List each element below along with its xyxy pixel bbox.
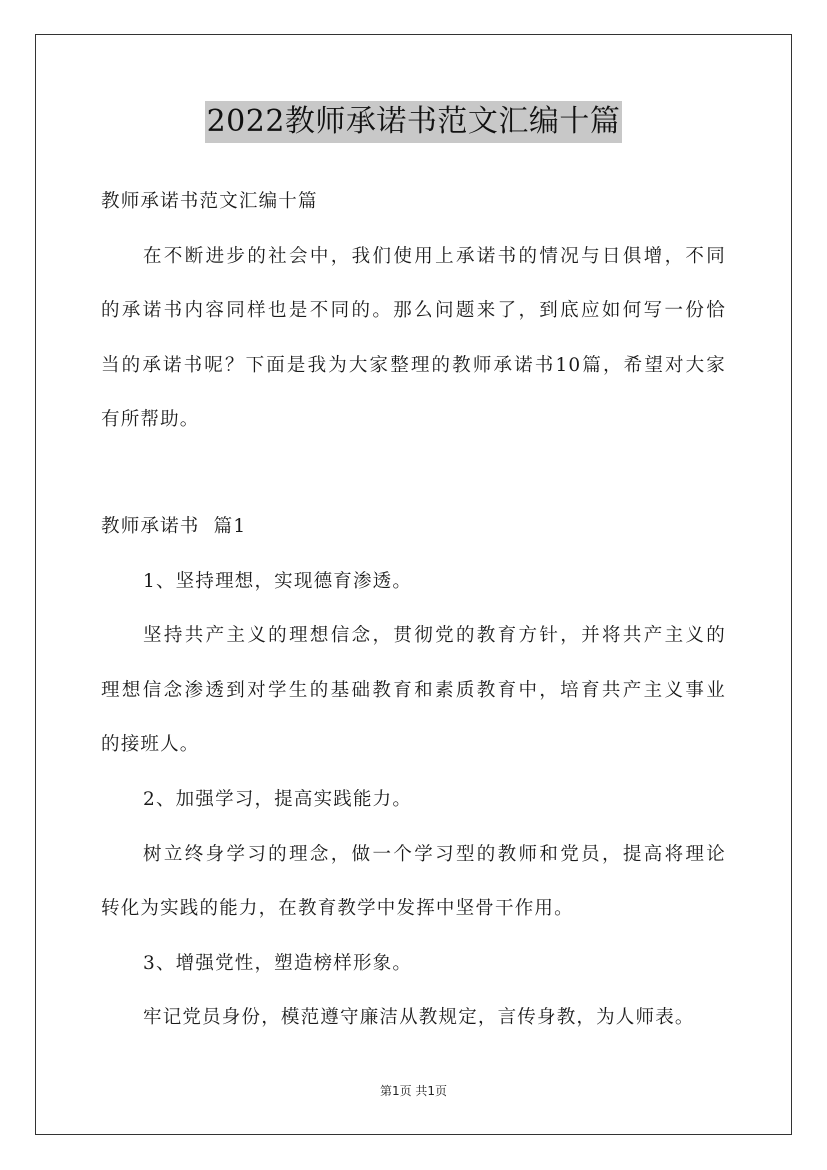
paragraph-line: 坚持共产主义的理想信念，贯彻党的教育方针，并将共产主义的: [143, 625, 726, 647]
paragraph-line: 当的承诺书呢？下面是我为大家整理的教师承诺书10篇，希望对大家: [101, 354, 726, 376]
title-container: [0, 101, 827, 143]
page-footer: 第1页 共1页: [379, 1084, 448, 1098]
paragraph-line: 的承诺书内容同样也是不同的。那么问题来了，到底应如何写一份恰: [101, 300, 726, 322]
blank-line: [101, 448, 726, 500]
list-item-heading: 3、增强党性，塑造榜样形象。: [143, 952, 413, 974]
intro-heading: 教师承诺书范文汇编十篇: [101, 191, 318, 212]
paragraph-line: 树立终身学习的理念，做一个学习型的教师和党员，提高将理论: [143, 843, 726, 865]
paragraph-line: 有所帮助。: [101, 409, 200, 431]
paragraph-line: 理想信念渗透到对学生的基础教育和素质教育中，培育共产主义事业: [101, 679, 726, 701]
document-body: [101, 175, 726, 1046]
paragraph-line: 转化为实践的能力，在教育教学中发挥中坚骨干作用。: [101, 898, 574, 920]
paragraph-line: 牢记党员身份，模范遵守廉洁从教规定，言传身教，为人师表。: [143, 1007, 695, 1029]
list-item-heading: 2、加强学习，提高实践能力。: [143, 788, 413, 810]
paragraph-line: 在不断进步的社会中，我们使用上承诺书的情况与日俱增，不同: [143, 245, 726, 267]
list-item-heading: 1、坚持理想，实现德育渗透。: [143, 570, 413, 592]
section-heading: 教师承诺书 篇1: [101, 515, 247, 537]
paragraph-line: 的接班人。: [101, 734, 200, 756]
document-title: 2022教师承诺书范文汇编十篇: [205, 101, 623, 143]
